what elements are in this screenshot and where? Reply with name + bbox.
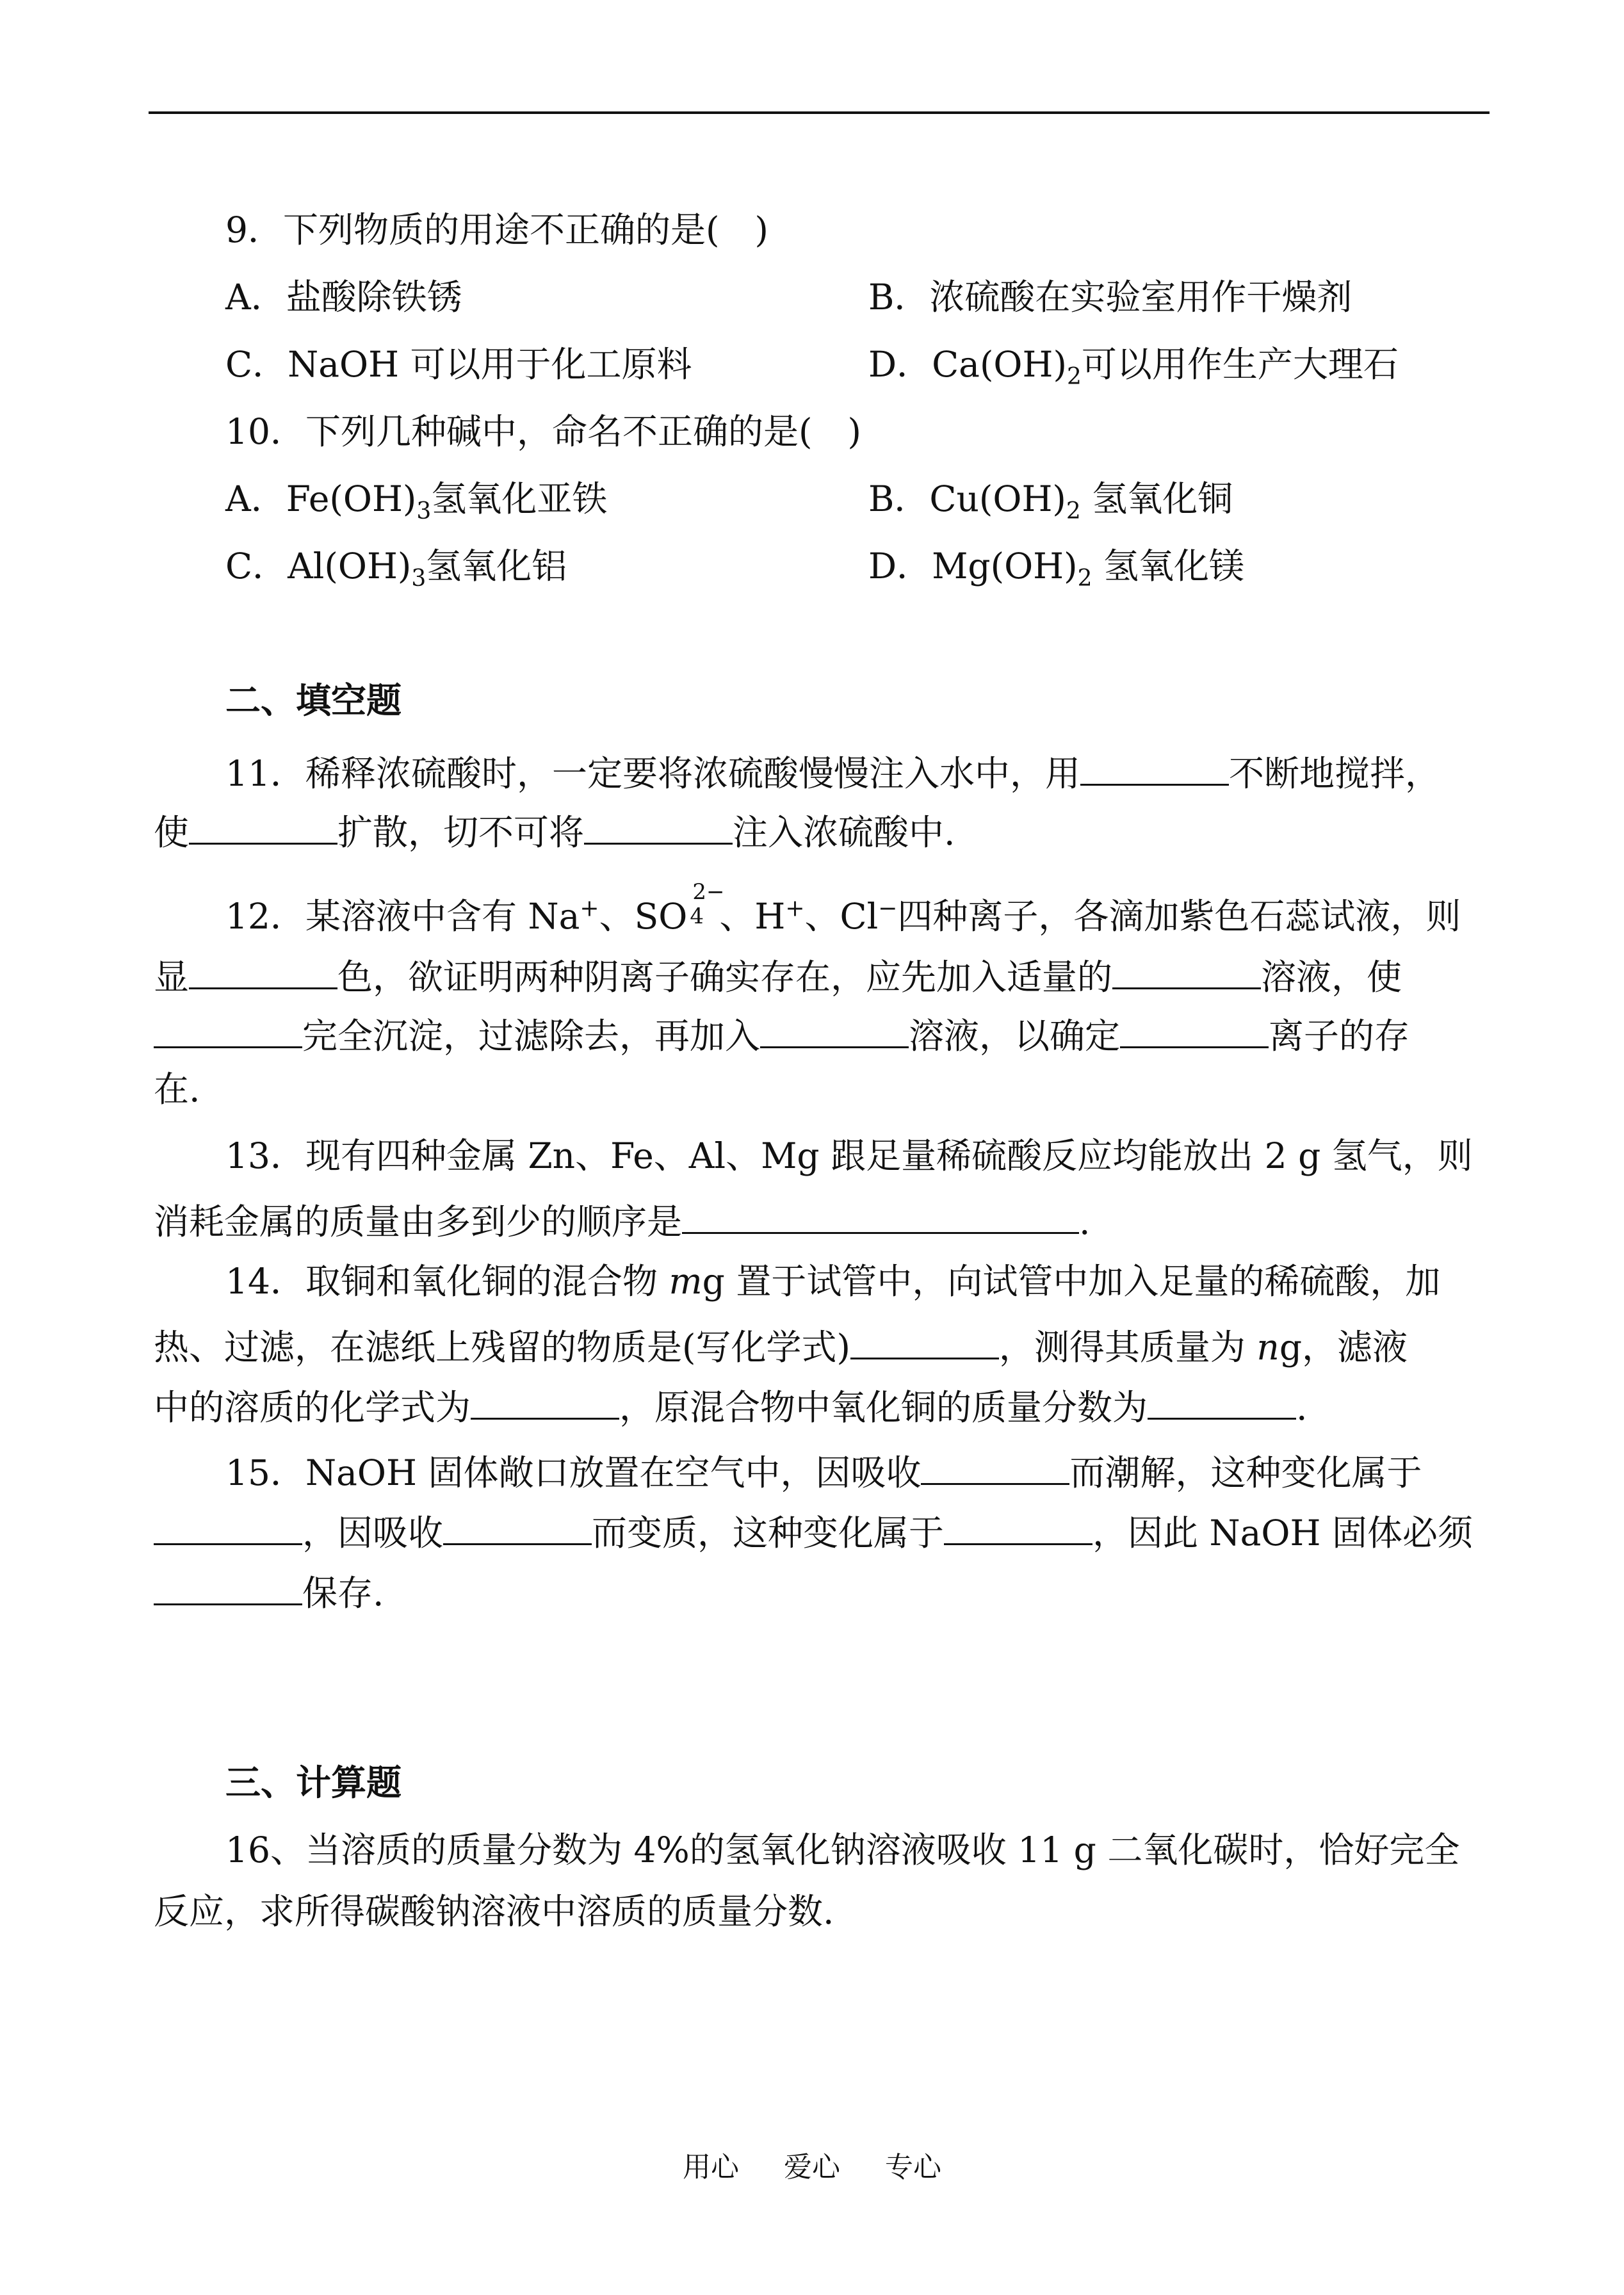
q13-line2: 消耗金属的质量由多到少的顺序是 .	[154, 1199, 1091, 1240]
answer-blank[interactable]	[944, 1510, 1092, 1545]
q10-option-d: D．$Mg(OH)_2$ 氢氧化镁	[868, 546, 1244, 592]
section-heading-calculation: 三、计算题	[225, 1762, 402, 1803]
answer-blank[interactable]	[1080, 750, 1229, 786]
q13-line1: 13．现有四种金属 Zn、Fe、Al、Mg 跟足量稀硫酸反应均能放出 2 g 氢气，则	[225, 1135, 1473, 1176]
answer-blank[interactable]	[189, 809, 337, 845]
answer-blank[interactable]	[154, 1510, 302, 1545]
q12-line1: 12．某溶液中含有 Na+、SO 2− 4 、H+、Cl−四种离子，各滴加紫色石蕊试液，则	[225, 879, 1461, 937]
section-heading-fill-in: 二、填空题	[225, 679, 402, 721]
answer-blank[interactable]	[1148, 1384, 1296, 1420]
q9-option-d: D．$Ca(OH)_2$可以用作生产大理石	[868, 344, 1399, 390]
q9-option-b: B．浓硫酸在实验室用作干燥剂	[868, 277, 1352, 318]
answer-blank[interactable]	[760, 1013, 909, 1048]
q9-option-c: C．NaOH 可以用于化工原料	[225, 344, 692, 385]
q10-option-c: C．$Al(OH)_3$氢氧化铝	[225, 546, 567, 592]
q15-line1: 15．NaOH 固体敞口放置在空气中，因吸收 而潮解，这种变化属于	[225, 1450, 1422, 1491]
q16-line2: 反应，求所得碳酸钠溶液中溶质的质量分数.	[154, 1891, 834, 1932]
q14-line1: 14．取铜和氧化铜的混合物 mg 置于试管中，向试管中加入足量的稀硫酸，加	[225, 1261, 1441, 1302]
q10-option-b: B．$Cu(OH)_2$ 氢氧化铜	[868, 478, 1233, 524]
q9-stem: 9．下列物质的用途不正确的是( )	[225, 209, 768, 250]
footer-text: 用心	[683, 2151, 739, 2184]
q12-line2: 显 色，欲证明两种阴离子确实存在，应先加入适量的 溶液，使	[154, 954, 1402, 995]
q15-line2: ，因吸收 而变质，这种变化属于 ，因此 NaOH 固体必须	[154, 1510, 1473, 1551]
q12-line4: 在.	[154, 1069, 200, 1110]
answer-blank[interactable]	[584, 809, 733, 845]
q16-line1: 16、当溶质的质量分数为 4%的氢氧化钠溶液吸收 11 g 二氧化碳时，恰好完全	[225, 1829, 1460, 1870]
answer-blank[interactable]	[682, 1199, 1079, 1234]
answer-blank[interactable]	[850, 1324, 999, 1359]
q14-line2: 热、过滤，在滤纸上残留的物质是(写化学式) ，测得其质量为 ng，滤液	[154, 1324, 1408, 1365]
answer-blank[interactable]	[471, 1384, 619, 1420]
q11-line2: 使 扩散，切不可将 注入浓硫酸中.	[154, 809, 955, 850]
answer-blank[interactable]	[1120, 1013, 1269, 1048]
q9-option-a: A．盐酸除铁锈	[225, 277, 462, 318]
answer-blank[interactable]	[443, 1510, 592, 1545]
footer-text: 专心	[885, 2151, 941, 2184]
q14-line3: 中的溶质的化学式为 ，原混合物中氧化铜的质量分数为 .	[154, 1384, 1308, 1425]
page-footer	[0, 2144, 1624, 2185]
header-rule	[149, 111, 1490, 114]
answer-blank[interactable]	[189, 954, 337, 989]
q11-line1: 11．稀释浓硫酸时，一定要将浓硫酸慢慢注入水中，用 不断地搅拌，	[225, 750, 1440, 791]
q10-option-a: A．$Fe(OH)_3$氢氧化亚铁	[225, 478, 608, 524]
answer-blank[interactable]	[1112, 954, 1261, 989]
answer-blank[interactable]	[154, 1570, 302, 1605]
q15-line3: 保存.	[154, 1570, 384, 1611]
footer-text: 爱心	[784, 2151, 840, 2184]
answer-blank[interactable]	[921, 1450, 1069, 1485]
q10-stem: 10．下列几种碱中，命名不正确的是( )	[225, 411, 861, 452]
q12-line3: 完全沉淀，过滤除去，再加入 溶液，以确定 离子的存	[154, 1013, 1409, 1054]
answer-blank[interactable]	[154, 1013, 302, 1048]
